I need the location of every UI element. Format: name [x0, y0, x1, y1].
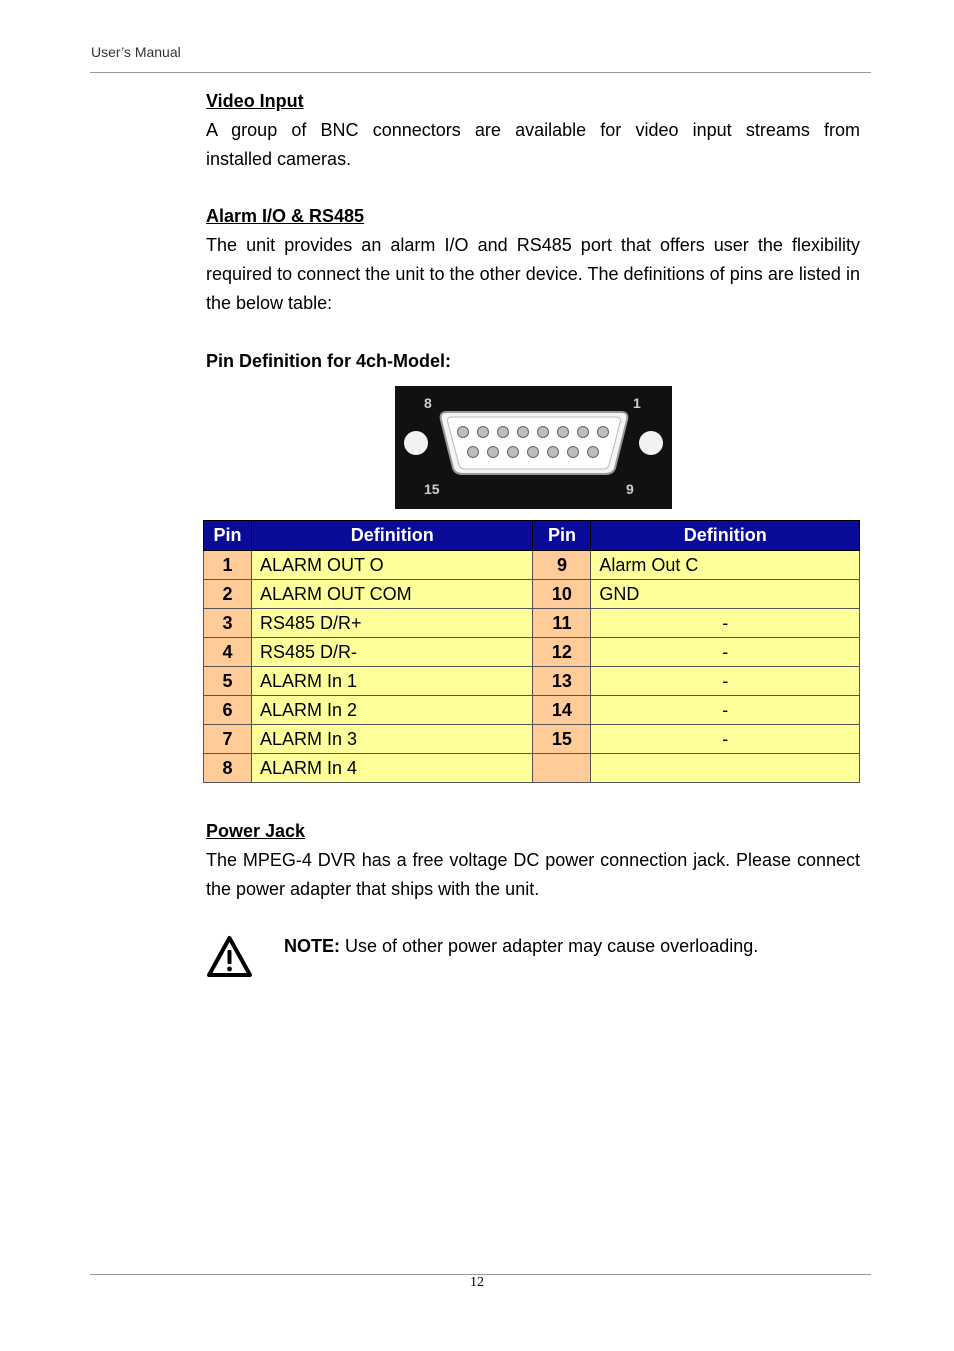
pin-number: 8: [204, 754, 252, 783]
pin-number: 9: [533, 551, 591, 580]
pin-number: 11: [533, 609, 591, 638]
pin-number: 13: [533, 667, 591, 696]
note-label: NOTE:: [284, 936, 340, 956]
video-input-section: [206, 87, 860, 174]
pin-definition: -: [591, 609, 860, 638]
header-pin-a: Pin: [204, 521, 252, 551]
db15-connector-drawing: [395, 386, 672, 509]
pin-definition: ALARM In 4: [251, 754, 533, 783]
pin-number: 1: [204, 551, 252, 580]
video-input-line-1: A group of BNC connectors are available for video input streams from: [206, 120, 860, 140]
power-jack-text: The MPEG-4 DVR has a free voltage DC power connection jack. Please connect the power adapter that ships with the unit.: [206, 850, 860, 899]
header-definition-a: Definition: [251, 521, 533, 551]
connector-label-9: 9: [626, 481, 634, 497]
pin-definition: -: [591, 696, 860, 725]
pin-definition: RS485 D/R+: [251, 609, 533, 638]
connector-label-8: 8: [424, 395, 432, 411]
pin-number: 5: [204, 667, 252, 696]
note-body: Use of other power adapter may cause overloading.: [340, 936, 759, 956]
pin-number: 6: [204, 696, 252, 725]
table-row: [204, 551, 860, 580]
table-row: [204, 638, 860, 667]
pin-number: 4: [204, 638, 252, 667]
table-row: [204, 754, 860, 783]
pin-definition: ALARM In 3: [251, 725, 533, 754]
pin-number: 15: [533, 725, 591, 754]
connector-label-15: 15: [424, 481, 440, 497]
header-divider: [90, 72, 871, 73]
table-row: [204, 580, 860, 609]
page-number: 12: [470, 1275, 484, 1290]
pin-number: 12: [533, 638, 591, 667]
power-jack-section: [206, 817, 860, 904]
table-row: [204, 725, 860, 754]
pin-definition-section: [206, 347, 860, 376]
warning-triangle-icon: [206, 935, 253, 979]
pin-definition: ALARM In 1: [251, 667, 533, 696]
pin-definition: RS485 D/R-: [251, 638, 533, 667]
table-header-row: [204, 521, 860, 551]
connector-label-1: 1: [633, 395, 641, 411]
header-definition-b: Definition: [591, 521, 860, 551]
pin-number: 14: [533, 696, 591, 725]
note-text: [284, 932, 758, 961]
pin-definition: -: [591, 638, 860, 667]
pin-number: 7: [204, 725, 252, 754]
pin-definition: Alarm Out C: [591, 551, 860, 580]
video-input-line-2: installed cameras.: [206, 149, 352, 169]
pin-definition: ALARM OUT O: [251, 551, 533, 580]
alarm-io-section: [206, 202, 860, 318]
alarm-io-text: The unit provides an alarm I/O and RS485 port that offers user the flexibility required to connect the unit to the other device. The definitions of pins are listed in the below table:: [206, 235, 860, 313]
alarm-io-heading: Alarm I/O & RS485: [206, 206, 365, 226]
pin-definition: ALARM OUT COM: [251, 580, 533, 609]
running-header: User’s Manual: [91, 44, 181, 60]
pin-definition-table: [203, 520, 860, 783]
pin-number: 3: [204, 609, 252, 638]
pin-definition-heading: Pin Definition for 4ch-Model:: [206, 351, 451, 371]
pin-definition: -: [591, 667, 860, 696]
pin-definition: [591, 754, 860, 783]
pin-number: [533, 754, 591, 783]
pin-definition: ALARM In 2: [251, 696, 533, 725]
table-row: [204, 696, 860, 725]
pin-number: 10: [533, 580, 591, 609]
pin-definition: GND: [591, 580, 860, 609]
power-jack-heading: Power Jack: [206, 821, 306, 841]
db15-connector-image: [395, 386, 672, 509]
pin-number: 2: [204, 580, 252, 609]
header-pin-b: Pin: [533, 521, 591, 551]
pin-definition: -: [591, 725, 860, 754]
table-row: [204, 609, 860, 638]
table-row: [204, 667, 860, 696]
video-input-heading: Video Input: [206, 91, 304, 111]
